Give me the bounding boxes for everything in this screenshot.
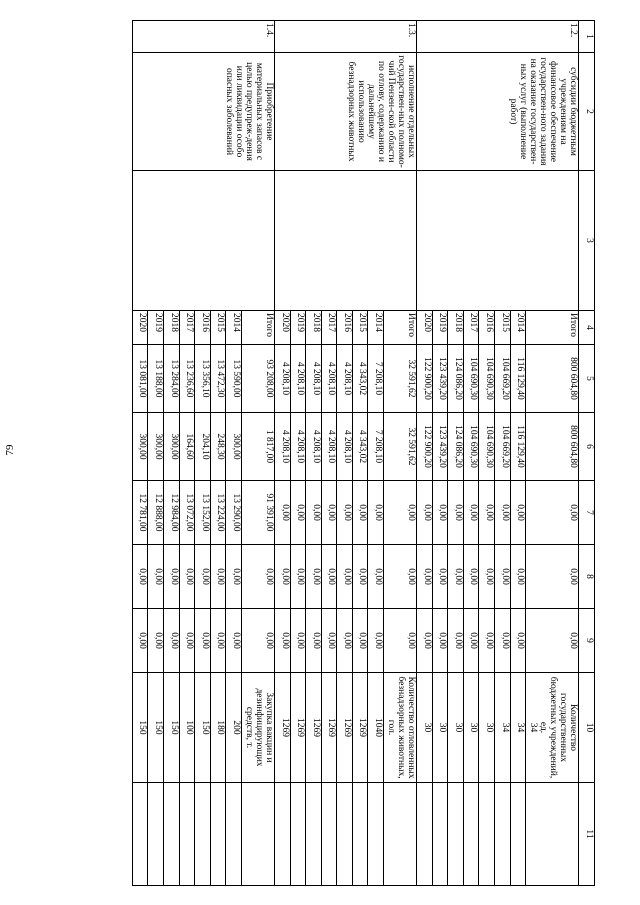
total-funding: 4 208,10 — [337, 345, 353, 413]
column-11-cell — [148, 783, 164, 886]
indicator-value: 30 — [448, 673, 464, 783]
column-header-3: 3 — [579, 171, 595, 311]
year-cell: Итого — [384, 311, 417, 345]
local-budget: 0,00 — [526, 545, 579, 609]
indicator-value: 200 — [226, 673, 242, 783]
total-funding: 13 590,00 — [226, 345, 242, 413]
indicator-cell — [384, 673, 417, 783]
federal-budget: 12 888,00 — [148, 481, 164, 545]
indicator-value: 1269 — [290, 673, 306, 783]
column-11-cell — [132, 783, 148, 886]
indicator-name: Количество государственных бюджетных учреждений, ед. — [538, 676, 578, 779]
regional-budget: 300,00 — [132, 413, 148, 481]
column-11-cell — [463, 783, 479, 886]
federal-budget: 0,00 — [368, 481, 384, 545]
total-funding: 104 669,20 — [494, 345, 510, 413]
column-header-8: 8 — [579, 545, 595, 609]
federal-budget: 0,00 — [494, 481, 510, 545]
local-budget: 0,00 — [479, 545, 495, 609]
local-budget: 0,00 — [164, 545, 180, 609]
local-budget: 0,00 — [352, 545, 368, 609]
other-sources: 0,00 — [510, 609, 526, 673]
other-sources: 0,00 — [321, 609, 337, 673]
other-sources: 0,00 — [432, 609, 448, 673]
total-funding: 104 690,30 — [479, 345, 495, 413]
total-funding: 93 208,00 — [242, 345, 275, 413]
other-sources: 0,00 — [148, 609, 164, 673]
other-sources: 0,00 — [164, 609, 180, 673]
rotated-page — [40, 20, 595, 885]
column-11-cell — [290, 783, 306, 886]
column-header-7: 7 — [579, 481, 595, 545]
federal-budget: 0,00 — [321, 481, 337, 545]
year-cell: 2018 — [448, 311, 464, 345]
federal-budget: 0,00 — [510, 481, 526, 545]
year-cell: 2014 — [226, 311, 242, 345]
other-sources: 0,00 — [290, 609, 306, 673]
column-header-9: 9 — [579, 609, 595, 673]
total-funding: 13 356,10 — [195, 345, 211, 413]
local-budget: 0,00 — [242, 545, 275, 609]
other-sources: 0,00 — [384, 609, 417, 673]
year-cell: 2019 — [290, 311, 306, 345]
federal-budget: 13 224,00 — [210, 481, 226, 545]
column-header-2: 2 — [579, 53, 595, 171]
total-funding: 32 591,62 — [384, 345, 417, 413]
year-cell: 2016 — [337, 311, 353, 345]
section-name: Приобретение материальных запасов с целью предупреж-дения или ликвидации особо опасных заболеваний — [132, 53, 274, 171]
other-sources: 0,00 — [306, 609, 322, 673]
other-sources: 0,00 — [494, 609, 510, 673]
federal-budget: 13 152,00 — [195, 481, 211, 545]
year-cell: 2016 — [479, 311, 495, 345]
year-cell: 2019 — [148, 311, 164, 345]
section-total-row — [526, 21, 579, 886]
other-sources: 0,00 — [463, 609, 479, 673]
program-table — [132, 20, 595, 886]
indicator-value: 30 — [463, 673, 479, 783]
regional-budget: 7 208,10 — [368, 413, 384, 481]
local-budget: 0,00 — [368, 545, 384, 609]
indicator-value: 150 — [148, 673, 164, 783]
indicator-value: 1269 — [352, 673, 368, 783]
column-header-6: 6 — [579, 413, 595, 481]
indicator-value: 34 — [494, 673, 510, 783]
year-cell: 2017 — [463, 311, 479, 345]
local-budget: 0,00 — [494, 545, 510, 609]
regional-budget: 4 208,10 — [306, 413, 322, 481]
year-cell: 2015 — [210, 311, 226, 345]
regional-budget: 104 669,20 — [494, 413, 510, 481]
total-funding: 124 086,20 — [448, 345, 464, 413]
total-funding: 7 208,10 — [368, 345, 384, 413]
other-sources: 0,00 — [337, 609, 353, 673]
local-budget: 0,00 — [321, 545, 337, 609]
section-total-row — [242, 21, 275, 886]
total-funding: 104 690,30 — [463, 345, 479, 413]
column-11-cell — [384, 783, 417, 886]
year-cell: 2020 — [274, 311, 290, 345]
federal-budget: 0,00 — [274, 481, 290, 545]
year-cell: 2014 — [368, 311, 384, 345]
section-number: 1.4. — [132, 21, 274, 53]
page-number: 79 — [4, 444, 16, 456]
federal-budget: 0,00 — [448, 481, 464, 545]
local-budget: 0,00 — [210, 545, 226, 609]
table-body — [132, 21, 578, 886]
column-11-cell — [210, 783, 226, 886]
year-cell: 2019 — [432, 311, 448, 345]
total-funding: 4 343,02 — [352, 345, 368, 413]
local-budget: 0,00 — [132, 545, 148, 609]
executor-cell — [274, 171, 416, 311]
year-cell: 2015 — [494, 311, 510, 345]
other-sources: 0,00 — [210, 609, 226, 673]
other-sources: 0,00 — [179, 609, 195, 673]
local-budget: 0,00 — [226, 545, 242, 609]
other-sources: 0,00 — [479, 609, 495, 673]
year-cell: 2017 — [179, 311, 195, 345]
executor-cell — [417, 171, 579, 311]
column-11-cell — [368, 783, 384, 886]
other-sources: 0,00 — [195, 609, 211, 673]
section-total-row — [384, 21, 417, 886]
federal-budget: 12 984,00 — [164, 481, 180, 545]
federal-budget: 0,00 — [432, 481, 448, 545]
federal-budget: 13 072,00 — [179, 481, 195, 545]
federal-budget: 0,00 — [463, 481, 479, 545]
local-budget: 0,00 — [510, 545, 526, 609]
column-11-cell — [226, 783, 242, 886]
federal-budget: 12 781,00 — [132, 481, 148, 545]
other-sources: 0,00 — [368, 609, 384, 673]
total-funding: 123 439,20 — [432, 345, 448, 413]
regional-budget: 4 208,10 — [290, 413, 306, 481]
total-funding: 116 129,40 — [510, 345, 526, 413]
indicator-value: 1269 — [337, 673, 353, 783]
regional-budget: 124 086,20 — [448, 413, 464, 481]
indicator-cell — [526, 673, 579, 783]
year-cell: Итого — [526, 311, 579, 345]
column-11-cell — [195, 783, 211, 886]
federal-budget: 0,00 — [306, 481, 322, 545]
column-11-cell — [337, 783, 353, 886]
year-cell: 2018 — [164, 311, 180, 345]
regional-budget: 300,00 — [148, 413, 164, 481]
indicator-value: 180 — [210, 673, 226, 783]
total-funding: 4 208,10 — [306, 345, 322, 413]
section-number: 1.2. — [417, 21, 579, 53]
column-11-cell — [179, 783, 195, 886]
column-11-cell — [274, 783, 290, 886]
total-funding: 13 188,00 — [148, 345, 164, 413]
indicator-value: 30 — [479, 673, 495, 783]
year-cell: 2018 — [306, 311, 322, 345]
federal-budget: 0,00 — [290, 481, 306, 545]
column-11-cell — [432, 783, 448, 886]
other-sources: 0,00 — [352, 609, 368, 673]
column-11-cell — [164, 783, 180, 886]
total-funding: 4 208,10 — [321, 345, 337, 413]
column-11-cell — [242, 783, 275, 886]
local-budget: 0,00 — [290, 545, 306, 609]
section-name: субсидии бюджетным учреждениям на финансовое обеспечение государствен-ного задания на оказание государствен-ных услуг (выполнение работ) — [417, 53, 579, 171]
column-header-4: 4 — [579, 311, 595, 345]
indicator-value: 150 — [132, 673, 148, 783]
regional-budget: 300,00 — [164, 413, 180, 481]
column-11-cell — [321, 783, 337, 886]
column-11-cell — [510, 783, 526, 886]
column-11-cell — [352, 783, 368, 886]
column-11-cell — [494, 783, 510, 886]
local-budget: 0,00 — [432, 545, 448, 609]
local-budget: 0,00 — [463, 545, 479, 609]
section-name: исполнение отдельных государствен-ных полномо-чий Пензен-ской области по отлову, содержанию и дальнейшему использованию безнадзорных животных — [274, 53, 416, 171]
total-funding: 13 284,00 — [164, 345, 180, 413]
year-cell: 2020 — [132, 311, 148, 345]
regional-budget: 116 129,40 — [510, 413, 526, 481]
year-cell: 2014 — [510, 311, 526, 345]
federal-budget: 91 391,00 — [242, 481, 275, 545]
indicator-value: 34 — [510, 673, 526, 783]
regional-budget: 1 817,00 — [242, 413, 275, 481]
total-funding: 13 236,60 — [179, 345, 195, 413]
regional-budget: 122 900,20 — [417, 413, 433, 481]
column-header-10: 10 — [579, 673, 595, 783]
year-cell: 2015 — [352, 311, 368, 345]
indicator-value: 30 — [417, 673, 433, 783]
column-header-1: 1 — [579, 21, 595, 53]
federal-budget: 0,00 — [337, 481, 353, 545]
other-sources: 0,00 — [274, 609, 290, 673]
local-budget: 0,00 — [274, 545, 290, 609]
total-funding: 4 208,10 — [274, 345, 290, 413]
federal-budget: 0,00 — [352, 481, 368, 545]
local-budget: 0,00 — [148, 545, 164, 609]
other-sources: 0,00 — [417, 609, 433, 673]
total-funding: 122 900,20 — [417, 345, 433, 413]
regional-budget: 4 208,10 — [337, 413, 353, 481]
other-sources: 0,00 — [226, 609, 242, 673]
header-row — [579, 21, 595, 886]
other-sources: 0,00 — [526, 609, 579, 673]
local-budget: 0,00 — [179, 545, 195, 609]
indicator-value: 1269 — [321, 673, 337, 783]
regional-budget: 204,10 — [195, 413, 211, 481]
column-header-5: 5 — [579, 345, 595, 413]
regional-budget: 4 343,02 — [352, 413, 368, 481]
section-number: 1.3. — [274, 21, 416, 53]
year-cell: 2020 — [417, 311, 433, 345]
column-header-11: 11 — [579, 783, 595, 886]
local-budget: 0,00 — [448, 545, 464, 609]
regional-budget: 123 439,20 — [432, 413, 448, 481]
total-funding: 13 472,30 — [210, 345, 226, 413]
indicator-name: Количество отловленных безнадзорных животных, гол. — [386, 676, 416, 779]
regional-budget: 164,60 — [179, 413, 195, 481]
federal-budget: 0,00 — [479, 481, 495, 545]
indicator-name: Закупка вакцин и дезинфицирующих средств, т. — [244, 688, 274, 767]
local-budget: 0,00 — [195, 545, 211, 609]
column-11-cell — [479, 783, 495, 886]
footer — [0, 0, 20, 905]
indicator-value: 150 — [195, 673, 211, 783]
column-11-cell — [448, 783, 464, 886]
year-cell: 2017 — [321, 311, 337, 345]
column-11-cell — [526, 783, 579, 886]
total-funding: 800 604,80 — [526, 345, 579, 413]
regional-budget: 104 690,30 — [479, 413, 495, 481]
regional-budget: 300,00 — [226, 413, 242, 481]
year-cell: Итого — [242, 311, 275, 345]
regional-budget: 32 591,62 — [384, 413, 417, 481]
local-budget: 0,00 — [306, 545, 322, 609]
regional-budget: 4 208,10 — [274, 413, 290, 481]
other-sources: 0,00 — [132, 609, 148, 673]
indicator-value: 34 — [528, 722, 539, 733]
local-budget: 0,00 — [417, 545, 433, 609]
federal-budget: 0,00 — [526, 481, 579, 545]
indicator-value: 30 — [432, 673, 448, 783]
local-budget: 0,00 — [384, 545, 417, 609]
regional-budget: 4 208,10 — [321, 413, 337, 481]
federal-budget: 13 290,00 — [226, 481, 242, 545]
regional-budget: 104 690,30 — [463, 413, 479, 481]
federal-budget: 0,00 — [384, 481, 417, 545]
executor-cell — [132, 171, 274, 311]
other-sources: 0,00 — [242, 609, 275, 673]
local-budget: 0,00 — [337, 545, 353, 609]
indicator-cell — [242, 673, 275, 783]
indicator-value: 1040 — [368, 673, 384, 783]
regional-budget: 800 604,80 — [526, 413, 579, 481]
federal-budget: 0,00 — [417, 481, 433, 545]
indicator-value: 1269 — [306, 673, 322, 783]
total-funding: 13 081,00 — [132, 345, 148, 413]
year-cell: 2016 — [195, 311, 211, 345]
total-funding: 4 208,10 — [290, 345, 306, 413]
column-11-cell — [306, 783, 322, 886]
regional-budget: 248,30 — [210, 413, 226, 481]
other-sources: 0,00 — [448, 609, 464, 673]
indicator-value: 150 — [164, 673, 180, 783]
indicator-value: 1269 — [274, 673, 290, 783]
indicator-value: 100 — [179, 673, 195, 783]
column-11-cell — [417, 783, 433, 886]
